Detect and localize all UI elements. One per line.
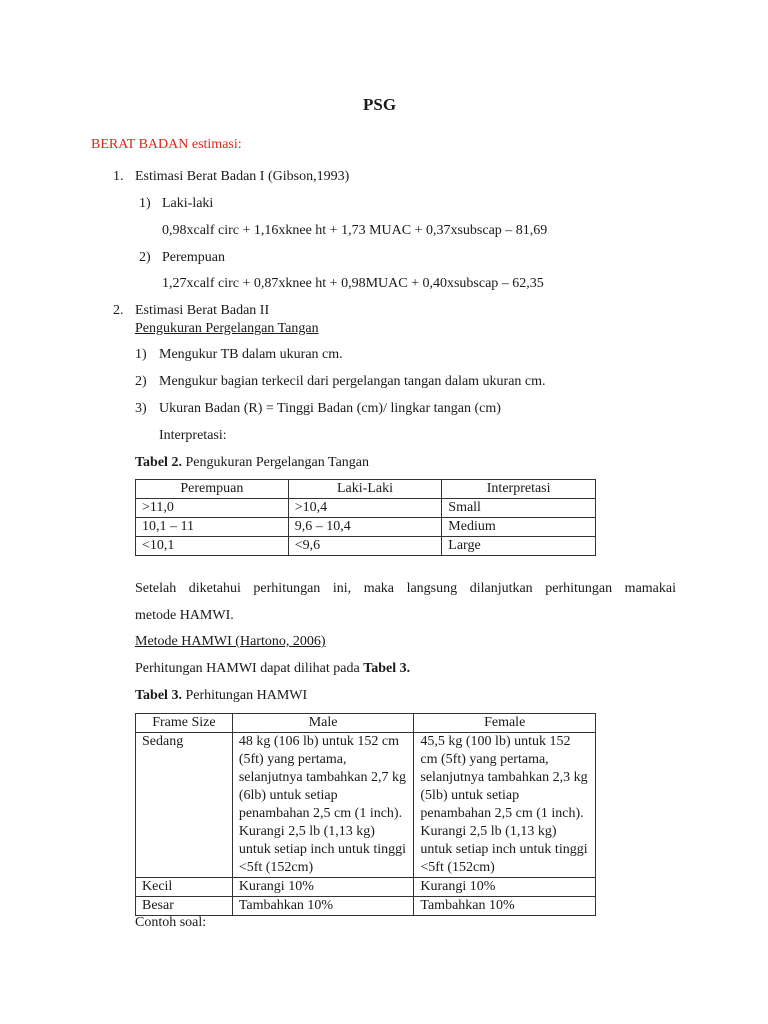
sublist-label: Perempuan (162, 250, 225, 265)
table-header-cell: Interpretasi (442, 480, 596, 499)
table-cell: Kurangi 10% (232, 878, 414, 897)
table-header-row (136, 480, 596, 499)
interpretasi-label: Interpretasi: (159, 428, 227, 443)
table-row (136, 537, 596, 556)
table-row (136, 897, 596, 916)
hamwi-heading: Metode HAMWI (Hartono, 2006) (135, 634, 326, 649)
table2-caption (135, 454, 369, 472)
table-cell: Small (442, 499, 596, 518)
table-row (136, 733, 596, 878)
sublist-label: Laki-laki (162, 196, 214, 211)
formula-male: 0,98xcalf circ + 1,16xknee ht + 1,73 MUAC + 0,37xsubscap – 81,69 (162, 223, 548, 238)
table-header-cell: Female (414, 714, 596, 733)
table-header-cell: Frame Size (136, 714, 233, 733)
table-cell: >10,4 (288, 499, 442, 518)
contoh-soal: Contoh soal: (135, 915, 207, 930)
table-cell: Tambahkan 10% (232, 897, 414, 916)
table-header-row (136, 714, 596, 733)
sublist-number: 2) (139, 250, 151, 265)
table-row (136, 878, 596, 897)
caption-rest: Pengukuran Pergelangan Tangan (181, 455, 370, 470)
page-title: PSG (363, 95, 397, 114)
step-number: 3) (135, 401, 147, 416)
formula-female: 1,27xcalf circ + 0,87xknee ht + 0,98MUAC + 0,40xsubscap – 62,35 (162, 276, 544, 291)
table-cell: Medium (442, 518, 596, 537)
step-number: 1) (135, 347, 147, 362)
step-text: Ukuran Badan (R) = Tinggi Badan (cm)/ lingkar tangan (cm) (159, 401, 501, 416)
table-cell: >11,0 (136, 499, 289, 518)
table-row (136, 518, 596, 537)
table-cell: Sedang (136, 733, 233, 878)
hamwi-text (135, 660, 410, 678)
subheading: Pengukuran Pergelangan Tangan (135, 321, 319, 336)
table3-caption (135, 687, 307, 705)
step-number: 2) (135, 374, 147, 389)
table-cell: Kecil (136, 878, 233, 897)
table-2 (135, 479, 596, 556)
table-cell: Besar (136, 897, 233, 916)
caption-bold: Tabel 2. (135, 455, 182, 470)
step-text: Mengukur bagian terkecil dari pergelangan tangan dalam ukuran cm. (159, 374, 546, 389)
table-cell: 48 kg (106 lb) untuk 152 cm (5ft) yang pertama, selanjutnya tambahkan 2,7 kg (6lb) untuk setiap penambahan 2,5 cm (1 inch). Kurangi 2,5 lb (1,13 kg) untuk setiap inch untuk tinggi <5ft (152cm) (232, 733, 414, 878)
table-cell: Tambahkan 10% (414, 897, 596, 916)
table-header-cell: Laki-Laki (288, 480, 442, 499)
caption-rest: Perhitungan HAMWI (181, 688, 308, 703)
table-3 (135, 713, 596, 916)
table-row (136, 499, 596, 518)
sublist-number: 1) (139, 196, 151, 211)
table-cell: Large (442, 537, 596, 556)
table-cell: 10,1 – 11 (136, 518, 289, 537)
table-header-cell: Perempuan (136, 480, 289, 499)
table-cell: <9,6 (288, 537, 442, 556)
paragraph-line: Setelah diketahui perhitungan ini, maka langsung dilanjutkan perhitungan mamakai (135, 581, 676, 596)
table-cell: 9,6 – 10,4 (288, 518, 442, 537)
table-cell: <10,1 (136, 537, 289, 556)
paragraph-line: metode HAMWI. (135, 608, 234, 623)
table-header-cell: Male (232, 714, 414, 733)
list-item-text: Estimasi Berat Badan II (135, 303, 270, 318)
list-item-text: Estimasi Berat Badan I (Gibson,1993) (135, 169, 350, 184)
step-text: Mengukur TB dalam ukuran cm. (159, 347, 343, 362)
table-cell: 45,5 kg (100 lb) untuk 152 cm (5ft) yang pertama, selanjutnya tambahkan 2,3 kg (5lb) untuk setiap penambahan 2,5 cm (1 inch). Kurangi 2,5 lb (1,13 kg) untuk setiap inch untuk tinggi <5ft (152cm) (414, 733, 596, 878)
list-number: 2. (113, 303, 124, 318)
table-cell: Kurangi 10% (414, 878, 596, 897)
section-heading: BERAT BADAN estimasi: (91, 137, 242, 152)
hamwi-text-main: Perhitungan HAMWI dapat dilihat pada (135, 661, 364, 676)
list-number: 1. (113, 169, 124, 184)
caption-bold: Tabel 3. (135, 688, 182, 703)
hamwi-text-bold: Tabel 3. (363, 661, 411, 676)
